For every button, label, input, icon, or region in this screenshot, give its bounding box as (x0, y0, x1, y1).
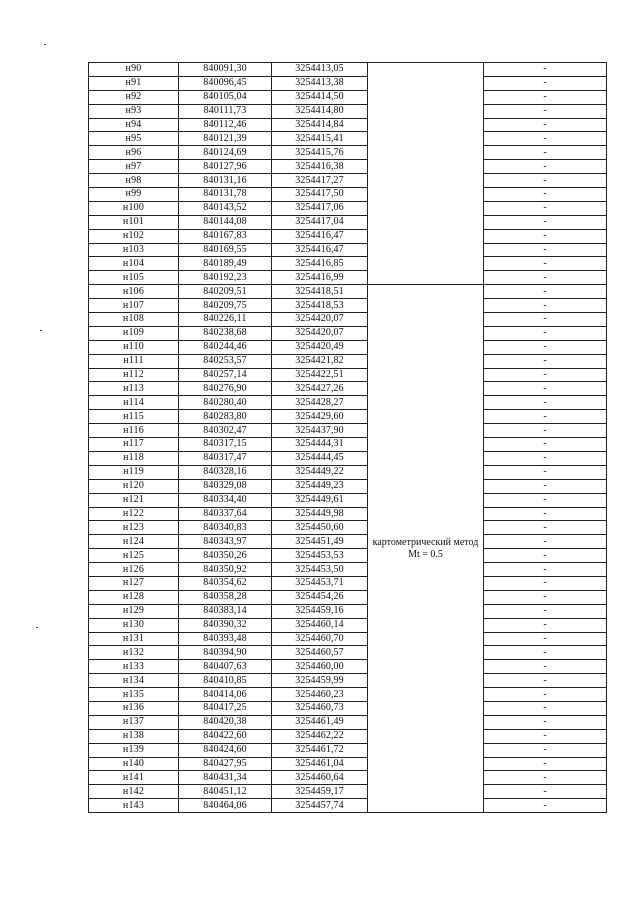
y-coordinate-cell: 3254461,72 (272, 743, 368, 757)
x-coordinate-cell: 840124,69 (179, 146, 272, 160)
y-coordinate-cell: 3254449,61 (272, 493, 368, 507)
error-cell: - (484, 382, 607, 396)
y-coordinate-cell: 3254453,50 (272, 563, 368, 577)
x-coordinate-cell: 840192,23 (179, 271, 272, 285)
x-coordinate-cell: 840189,49 (179, 257, 272, 271)
x-coordinate-cell: 840096,45 (179, 76, 272, 90)
table-row (89, 257, 607, 271)
x-coordinate-cell: 840105,04 (179, 90, 272, 104)
x-coordinate-cell: 840390,32 (179, 618, 272, 632)
table-row (89, 76, 607, 90)
scan-speck (44, 44, 46, 45)
x-coordinate-cell: 840358,28 (179, 590, 272, 604)
error-cell: - (484, 146, 607, 160)
error-cell: - (484, 410, 607, 424)
point-name-cell: н103 (89, 243, 179, 257)
error-cell: - (484, 660, 607, 674)
error-cell: - (484, 90, 607, 104)
point-name-cell: н106 (89, 285, 179, 299)
y-coordinate-cell: 3254417,50 (272, 188, 368, 202)
y-coordinate-cell: 3254450,60 (272, 521, 368, 535)
x-coordinate-cell: 840209,75 (179, 299, 272, 313)
x-coordinate-cell: 840121,39 (179, 132, 272, 146)
table-row (89, 438, 607, 452)
point-name-cell: н96 (89, 146, 179, 160)
table-row (89, 701, 607, 715)
table-row (89, 354, 607, 368)
x-coordinate-cell: 840427,95 (179, 757, 272, 771)
error-cell: - (484, 188, 607, 202)
x-coordinate-cell: 840464,06 (179, 799, 272, 813)
x-coordinate-cell: 840091,30 (179, 63, 272, 77)
table-row (89, 201, 607, 215)
x-coordinate-cell: 840354,62 (179, 576, 272, 590)
point-name-cell: н138 (89, 729, 179, 743)
y-coordinate-cell: 3254459,16 (272, 604, 368, 618)
y-coordinate-cell: 3254418,53 (272, 299, 368, 313)
point-name-cell: н126 (89, 563, 179, 577)
x-coordinate-cell: 840209,51 (179, 285, 272, 299)
point-name-cell: н131 (89, 632, 179, 646)
table-row (89, 424, 607, 438)
x-coordinate-cell: 840276,90 (179, 382, 272, 396)
x-coordinate-cell: 840417,25 (179, 701, 272, 715)
table-row (89, 660, 607, 674)
table-row (89, 563, 607, 577)
y-coordinate-cell: 3254453,53 (272, 549, 368, 563)
y-coordinate-cell: 3254417,06 (272, 201, 368, 215)
error-cell: - (484, 743, 607, 757)
error-cell: - (484, 590, 607, 604)
point-name-cell: н98 (89, 174, 179, 188)
point-name-cell: н115 (89, 410, 179, 424)
table-row (89, 576, 607, 590)
y-coordinate-cell: 3254459,17 (272, 785, 368, 799)
x-coordinate-cell: 840451,12 (179, 785, 272, 799)
y-coordinate-cell: 3254460,64 (272, 771, 368, 785)
error-cell: - (484, 646, 607, 660)
y-coordinate-cell: 3254420,07 (272, 326, 368, 340)
point-name-cell: н134 (89, 674, 179, 688)
x-coordinate-cell: 840337,64 (179, 507, 272, 521)
y-coordinate-cell: 3254420,49 (272, 340, 368, 354)
point-name-cell: н104 (89, 257, 179, 271)
table-row (89, 646, 607, 660)
x-coordinate-cell: 840383,14 (179, 604, 272, 618)
table-row (89, 174, 607, 188)
table-row (89, 410, 607, 424)
point-name-cell: н141 (89, 771, 179, 785)
x-coordinate-cell: 840343,97 (179, 535, 272, 549)
x-coordinate-cell: 840169,55 (179, 243, 272, 257)
table-row (89, 549, 607, 563)
point-name-cell: н95 (89, 132, 179, 146)
point-name-cell: н111 (89, 354, 179, 368)
point-name-cell: н122 (89, 507, 179, 521)
table-row (89, 368, 607, 382)
x-coordinate-cell: 840393,48 (179, 632, 272, 646)
point-name-cell: н105 (89, 271, 179, 285)
coordinates-table-body (89, 63, 607, 813)
point-name-cell: н100 (89, 201, 179, 215)
error-cell: - (484, 521, 607, 535)
y-coordinate-cell: 3254416,99 (272, 271, 368, 285)
y-coordinate-cell: 3254460,57 (272, 646, 368, 660)
x-coordinate-cell: 840131,16 (179, 174, 272, 188)
error-cell: - (484, 340, 607, 354)
y-coordinate-cell: 3254444,45 (272, 451, 368, 465)
x-coordinate-cell: 840144,08 (179, 215, 272, 229)
table-row (89, 215, 607, 229)
error-cell: - (484, 438, 607, 452)
y-coordinate-cell: 3254462,22 (272, 729, 368, 743)
y-coordinate-cell: 3254416,85 (272, 257, 368, 271)
y-coordinate-cell: 3254460,23 (272, 688, 368, 702)
point-name-cell: н139 (89, 743, 179, 757)
error-cell: - (484, 535, 607, 549)
method-cell (368, 285, 484, 813)
y-coordinate-cell: 3254421,82 (272, 354, 368, 368)
table-row (89, 465, 607, 479)
y-coordinate-cell: 3254453,71 (272, 576, 368, 590)
table-row (89, 799, 607, 813)
x-coordinate-cell: 840257,14 (179, 368, 272, 382)
x-coordinate-cell: 840253,57 (179, 354, 272, 368)
coordinates-table (88, 62, 607, 813)
table-row (89, 729, 607, 743)
point-name-cell: н97 (89, 160, 179, 174)
error-cell: - (484, 326, 607, 340)
method-text: картометрический метод Mt = 0.5 (372, 536, 479, 560)
table-row (89, 313, 607, 327)
error-cell: - (484, 771, 607, 785)
x-coordinate-cell: 840350,26 (179, 549, 272, 563)
table-row (89, 493, 607, 507)
table-row (89, 771, 607, 785)
y-coordinate-cell: 3254454,26 (272, 590, 368, 604)
table-row (89, 674, 607, 688)
y-coordinate-cell: 3254417,27 (272, 174, 368, 188)
error-cell: - (484, 285, 607, 299)
x-coordinate-cell: 840127,96 (179, 160, 272, 174)
y-coordinate-cell: 3254416,38 (272, 160, 368, 174)
point-name-cell: н108 (89, 313, 179, 327)
point-name-cell: н112 (89, 368, 179, 382)
point-name-cell: н129 (89, 604, 179, 618)
y-coordinate-cell: 3254451,49 (272, 535, 368, 549)
x-coordinate-cell: 840329,08 (179, 479, 272, 493)
y-coordinate-cell: 3254460,70 (272, 632, 368, 646)
point-name-cell: н133 (89, 660, 179, 674)
y-coordinate-cell: 3254449,23 (272, 479, 368, 493)
point-name-cell: н99 (89, 188, 179, 202)
point-name-cell: н110 (89, 340, 179, 354)
y-coordinate-cell: 3254449,22 (272, 465, 368, 479)
error-cell: - (484, 313, 607, 327)
error-cell: - (484, 174, 607, 188)
table-row (89, 229, 607, 243)
x-coordinate-cell: 840350,92 (179, 563, 272, 577)
x-coordinate-cell: 840410,85 (179, 674, 272, 688)
point-name-cell: н136 (89, 701, 179, 715)
table-row (89, 590, 607, 604)
error-cell: - (484, 465, 607, 479)
point-name-cell: н121 (89, 493, 179, 507)
x-coordinate-cell: 840131,78 (179, 188, 272, 202)
point-name-cell: н135 (89, 688, 179, 702)
x-coordinate-cell: 840407,63 (179, 660, 272, 674)
y-coordinate-cell: 3254429,60 (272, 410, 368, 424)
point-name-cell: н113 (89, 382, 179, 396)
error-cell: - (484, 785, 607, 799)
point-name-cell: н132 (89, 646, 179, 660)
table-row (89, 479, 607, 493)
point-name-cell: н116 (89, 424, 179, 438)
error-cell: - (484, 576, 607, 590)
error-cell: - (484, 715, 607, 729)
error-cell: - (484, 271, 607, 285)
table-row (89, 243, 607, 257)
y-coordinate-cell: 3254414,50 (272, 90, 368, 104)
y-coordinate-cell: 3254415,76 (272, 146, 368, 160)
point-name-cell: н140 (89, 757, 179, 771)
point-name-cell: н118 (89, 451, 179, 465)
error-cell: - (484, 424, 607, 438)
error-cell: - (484, 604, 607, 618)
y-coordinate-cell: 3254414,80 (272, 104, 368, 118)
error-cell: - (484, 243, 607, 257)
error-cell: - (484, 229, 607, 243)
scan-speck (40, 330, 42, 331)
scan-speck (36, 627, 38, 628)
y-coordinate-cell: 3254461,49 (272, 715, 368, 729)
x-coordinate-cell: 840414,06 (179, 688, 272, 702)
y-coordinate-cell: 3254457,74 (272, 799, 368, 813)
y-coordinate-cell: 3254420,07 (272, 313, 368, 327)
point-name-cell: н114 (89, 396, 179, 410)
table-row (89, 451, 607, 465)
y-coordinate-cell: 3254417,04 (272, 215, 368, 229)
table-row (89, 507, 607, 521)
error-cell: - (484, 354, 607, 368)
error-cell: - (484, 757, 607, 771)
point-name-cell: н143 (89, 799, 179, 813)
point-name-cell: н137 (89, 715, 179, 729)
x-coordinate-cell: 840317,47 (179, 451, 272, 465)
error-cell: - (484, 701, 607, 715)
table-row (89, 382, 607, 396)
error-cell: - (484, 632, 607, 646)
point-name-cell: н101 (89, 215, 179, 229)
x-coordinate-cell: 840394,90 (179, 646, 272, 660)
x-coordinate-cell: 840431,34 (179, 771, 272, 785)
y-coordinate-cell: 3254460,00 (272, 660, 368, 674)
y-coordinate-cell: 3254461,04 (272, 757, 368, 771)
error-cell: - (484, 118, 607, 132)
error-cell: - (484, 215, 607, 229)
table-row (89, 604, 607, 618)
table-row (89, 90, 607, 104)
table-row (89, 688, 607, 702)
point-name-cell: н94 (89, 118, 179, 132)
error-cell: - (484, 799, 607, 813)
error-cell: - (484, 688, 607, 702)
table-row (89, 146, 607, 160)
table-row (89, 785, 607, 799)
point-name-cell: н127 (89, 576, 179, 590)
point-name-cell: н90 (89, 63, 179, 77)
point-name-cell: н124 (89, 535, 179, 549)
x-coordinate-cell: 840280,40 (179, 396, 272, 410)
x-coordinate-cell: 840420,38 (179, 715, 272, 729)
point-name-cell: н120 (89, 479, 179, 493)
y-coordinate-cell: 3254428,27 (272, 396, 368, 410)
x-coordinate-cell: 840283,80 (179, 410, 272, 424)
error-cell: - (484, 549, 607, 563)
point-name-cell: н119 (89, 465, 179, 479)
error-cell: - (484, 451, 607, 465)
y-coordinate-cell: 3254427,26 (272, 382, 368, 396)
point-name-cell: н107 (89, 299, 179, 313)
table-row (89, 160, 607, 174)
point-name-cell: н117 (89, 438, 179, 452)
table-row (89, 743, 607, 757)
error-cell: - (484, 674, 607, 688)
y-coordinate-cell: 3254418,51 (272, 285, 368, 299)
table-row (89, 618, 607, 632)
table-row (89, 632, 607, 646)
x-coordinate-cell: 840167,83 (179, 229, 272, 243)
y-coordinate-cell: 3254460,73 (272, 701, 368, 715)
point-name-cell: н125 (89, 549, 179, 563)
table-row (89, 299, 607, 313)
y-coordinate-cell: 3254414,84 (272, 118, 368, 132)
point-name-cell: н128 (89, 590, 179, 604)
error-cell: - (484, 132, 607, 146)
y-coordinate-cell: 3254459,99 (272, 674, 368, 688)
table-row (89, 271, 607, 285)
point-name-cell: н130 (89, 618, 179, 632)
error-cell: - (484, 563, 607, 577)
y-coordinate-cell: 3254449,98 (272, 507, 368, 521)
x-coordinate-cell: 840422,60 (179, 729, 272, 743)
y-coordinate-cell: 3254437,90 (272, 424, 368, 438)
x-coordinate-cell: 840302,47 (179, 424, 272, 438)
y-coordinate-cell: 3254422,51 (272, 368, 368, 382)
method-cell-upper (368, 63, 484, 285)
table-row (89, 63, 607, 77)
point-name-cell: н91 (89, 76, 179, 90)
y-coordinate-cell: 3254416,47 (272, 229, 368, 243)
table-row (89, 118, 607, 132)
x-coordinate-cell: 840317,15 (179, 438, 272, 452)
table-row (89, 757, 607, 771)
x-coordinate-cell: 840334,40 (179, 493, 272, 507)
error-cell: - (484, 104, 607, 118)
x-coordinate-cell: 840244,46 (179, 340, 272, 354)
error-cell: - (484, 160, 607, 174)
error-cell: - (484, 479, 607, 493)
point-name-cell: н92 (89, 90, 179, 104)
table-row (89, 535, 607, 549)
x-coordinate-cell: 840226,11 (179, 313, 272, 327)
y-coordinate-cell: 3254415,41 (272, 132, 368, 146)
table-row (89, 521, 607, 535)
y-coordinate-cell: 3254413,38 (272, 76, 368, 90)
table-row (89, 104, 607, 118)
error-cell: - (484, 368, 607, 382)
table-row (89, 396, 607, 410)
error-cell: - (484, 493, 607, 507)
table-row (89, 132, 607, 146)
point-name-cell: н123 (89, 521, 179, 535)
point-name-cell: н93 (89, 104, 179, 118)
y-coordinate-cell: 3254413,05 (272, 63, 368, 77)
x-coordinate-cell: 840238,68 (179, 326, 272, 340)
error-cell: - (484, 618, 607, 632)
point-name-cell: н142 (89, 785, 179, 799)
point-name-cell: н109 (89, 326, 179, 340)
table-row (89, 340, 607, 354)
x-coordinate-cell: 840424,60 (179, 743, 272, 757)
error-cell: - (484, 396, 607, 410)
x-coordinate-cell: 840340,83 (179, 521, 272, 535)
table-row (89, 715, 607, 729)
error-cell: - (484, 257, 607, 271)
point-name-cell: н102 (89, 229, 179, 243)
error-cell: - (484, 729, 607, 743)
y-coordinate-cell: 3254416,47 (272, 243, 368, 257)
y-coordinate-cell: 3254460,14 (272, 618, 368, 632)
x-coordinate-cell: 840111,73 (179, 104, 272, 118)
error-cell: - (484, 299, 607, 313)
error-cell: - (484, 507, 607, 521)
x-coordinate-cell: 840112,46 (179, 118, 272, 132)
error-cell: - (484, 63, 607, 77)
table-row (89, 326, 607, 340)
x-coordinate-cell: 840328,16 (179, 465, 272, 479)
error-cell: - (484, 201, 607, 215)
table-row (89, 285, 607, 299)
table-row (89, 188, 607, 202)
error-cell: - (484, 76, 607, 90)
y-coordinate-cell: 3254444,31 (272, 438, 368, 452)
x-coordinate-cell: 840143,52 (179, 201, 272, 215)
